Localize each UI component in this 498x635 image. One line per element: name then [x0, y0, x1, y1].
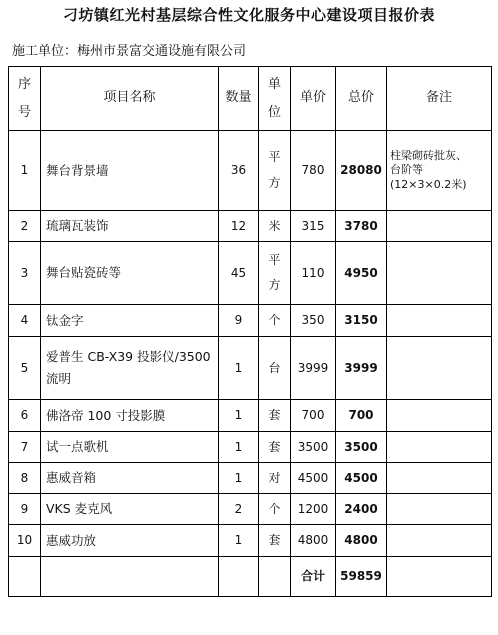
row-name-line: 流明: [46, 371, 72, 386]
summary-empty: [259, 557, 291, 597]
row-price: 780: [291, 131, 336, 211]
row-unit: 米: [259, 211, 291, 242]
row-price: 700: [291, 400, 336, 432]
row-name: 舞台贴瓷砖等: [41, 242, 219, 305]
row-qty: 9: [219, 305, 259, 337]
header-total: 总价: [336, 67, 387, 131]
row-seq: 9: [9, 494, 41, 525]
row-total: 4950: [336, 242, 387, 305]
row-remark: [387, 131, 492, 211]
row-seq: 5: [9, 337, 41, 400]
row-price: 3999: [291, 337, 336, 400]
table-row: [9, 211, 492, 242]
row-name: VKS 麦克风: [41, 494, 219, 525]
row-price: 110: [291, 242, 336, 305]
row-name: 试一点歌机: [41, 432, 219, 463]
header-name: 项目名称: [41, 67, 219, 131]
summary-label: 合计: [291, 557, 336, 597]
row-total: 4500: [336, 463, 387, 494]
row-qty: 1: [219, 525, 259, 557]
row-seq: 6: [9, 400, 41, 432]
row-seq: 1: [9, 131, 41, 211]
row-seq: 3: [9, 242, 41, 305]
row-name-line: 爱普生 CB-X39 投影仪/3500: [46, 349, 211, 365]
row-seq: 10: [9, 525, 41, 557]
table-row: [9, 131, 492, 211]
row-remark: [387, 305, 492, 337]
row-unit: 个: [259, 305, 291, 337]
row-qty: 2: [219, 494, 259, 525]
row-unit: 台: [259, 337, 291, 400]
header-remark: 备注: [387, 67, 492, 131]
page-title: 刁坊镇红光村基层综合性文化服务中心建设项目报价表: [62, 6, 435, 24]
remark-line: 台阶等: [390, 163, 423, 177]
row-price: 1200: [291, 494, 336, 525]
construction-unit: 施工单位：梅州市景富交通设施有限公司: [12, 44, 247, 59]
row-total: 3500: [336, 432, 387, 463]
row-name: 佛洛帝 100 寸投影膜: [41, 400, 219, 432]
row-qty: 12: [219, 211, 259, 242]
row-remark: [387, 400, 492, 432]
summary-empty: [387, 557, 492, 597]
row-unit: 对: [259, 463, 291, 494]
row-price: 315: [291, 211, 336, 242]
row-name: 惠威音箱: [41, 463, 219, 494]
summary-total: 59859: [336, 557, 387, 597]
row-unit: 平方: [259, 242, 291, 305]
row-seq: 7: [9, 432, 41, 463]
row-qty: 1: [219, 400, 259, 432]
row-price: 4500: [291, 463, 336, 494]
header-price: 单价: [291, 67, 336, 131]
row-total: 4800: [336, 525, 387, 557]
header-seq: 序号: [9, 67, 41, 131]
table-row: [9, 400, 492, 432]
header-unit: 单位: [259, 67, 291, 131]
header-row: [9, 67, 492, 131]
row-qty: 45: [219, 242, 259, 305]
summary-empty: [219, 557, 259, 597]
row-price: 4800: [291, 525, 336, 557]
table-row: [9, 432, 492, 463]
row-name: 琉璃瓦装饰: [41, 211, 219, 242]
row-qty: 1: [219, 337, 259, 400]
row-seq: 8: [9, 463, 41, 494]
row-unit: 套: [259, 525, 291, 557]
row-qty: 1: [219, 432, 259, 463]
table-row: [9, 305, 492, 337]
row-total: 3999: [336, 337, 387, 400]
row-price: 3500: [291, 432, 336, 463]
row-remark: [387, 432, 492, 463]
summary-row: [9, 557, 492, 597]
row-name: [41, 337, 219, 400]
row-total: 700: [336, 400, 387, 432]
summary-empty: [41, 557, 219, 597]
row-name: 舞台背景墙: [41, 131, 219, 211]
row-unit: 套: [259, 400, 291, 432]
row-remark: [387, 463, 492, 494]
row-unit: 个: [259, 494, 291, 525]
row-total: 28080: [336, 131, 387, 211]
row-total: 3150: [336, 305, 387, 337]
row-name: 惠威功放: [41, 525, 219, 557]
header-qty: 数量: [219, 67, 259, 131]
row-qty: 1: [219, 463, 259, 494]
quotation-table: [8, 66, 492, 597]
row-remark: [387, 525, 492, 557]
table-row: [9, 525, 492, 557]
row-name: 钛金字: [41, 305, 219, 337]
row-unit: 套: [259, 432, 291, 463]
row-total: 2400: [336, 494, 387, 525]
row-remark: [387, 242, 492, 305]
table-row: [9, 337, 492, 400]
table-row: [9, 494, 492, 525]
row-remark: [387, 337, 492, 400]
row-remark: [387, 211, 492, 242]
summary-empty: [9, 557, 41, 597]
row-qty: 36: [219, 131, 259, 211]
remark-line: (12×3×0.2米): [390, 177, 467, 191]
row-seq: 4: [9, 305, 41, 337]
table-row: [9, 242, 492, 305]
row-remark: [387, 494, 492, 525]
remark-line: 柱梁砌砖批灰、: [390, 149, 467, 163]
row-seq: 2: [9, 211, 41, 242]
row-unit: 平方: [259, 131, 291, 211]
table-row: [9, 463, 492, 494]
row-total: 3780: [336, 211, 387, 242]
row-price: 350: [291, 305, 336, 337]
